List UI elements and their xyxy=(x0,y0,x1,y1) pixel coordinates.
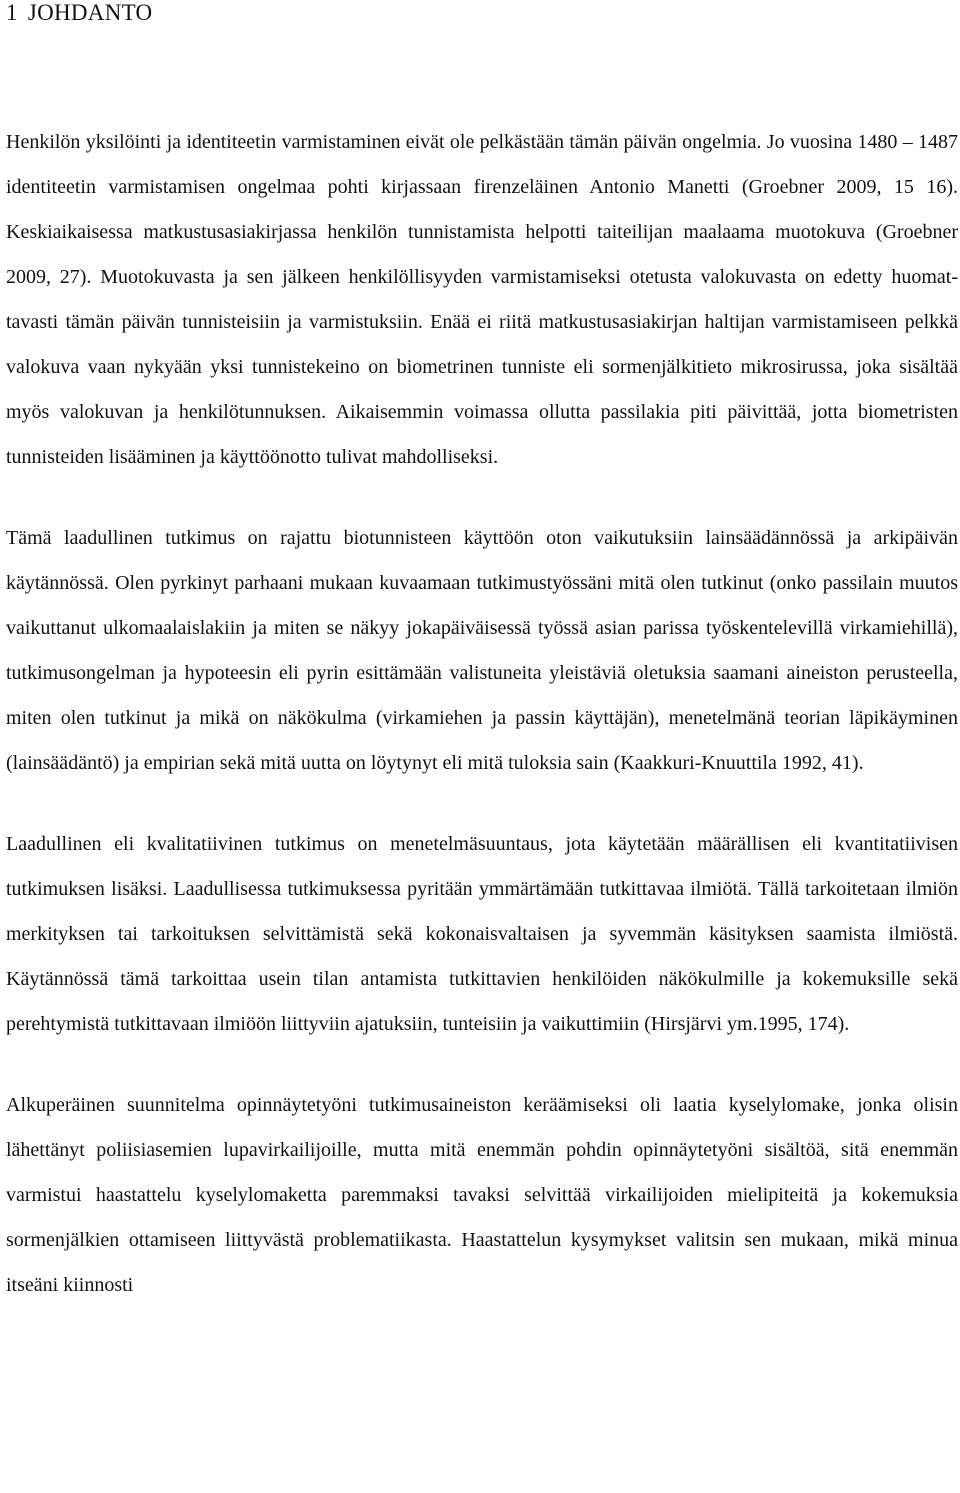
chapter-title: JOHDANTO xyxy=(27,0,153,25)
chapter-heading xyxy=(6,0,958,26)
paragraph-1: Henkilön yksilöinti ja identiteetin varmistaminen eivät ole pelkästään tämän päivän ongelmia. Jo vuosina 1480 – 1487 identiteetin varmistamisen ongelmaa pohti kirjassaan firenzeläinen Antonio Manetti (Groebner 2009, 15 16). Keskiaikaisessa matkustusasiakirjassa henkilön tunnistamista helpotti taiteilijan maalaama muotokuva (Groebner 2009, 27). Muotokuvasta ja sen jälkeen henkilöllisyyden varmistamiseksi otetusta valokuvasta on edetty huomattavasti tämän päivän tunnisteisiin ja varmistuksiin. Enää ei riitä matkustusasiakirjan haltijan varmistamiseen pelkkä valokuva vaan nykyään yksi tunnistekeino on biometrinen tunniste eli sormenjälkitieto mikrosirussa, joka sisältää myös valokuvan ja henkilötunnuksen. Aikaisemmin voimassa ollutta passilakia piti päivittää, jotta biometristen tunnisteiden lisääminen ja käyttöönotto tulivat mahdolliseksi. xyxy=(6,131,958,468)
paragraph-4: Alkuperäinen suunnitelma opinnäytetyöni tutkimusaineiston keräämiseksi oli laatia kyselylomake, jonka olisin lähettänyt poliisiasemien lupavirkailijoille, mutta mitä enemmän pohdin opinnäytetyöni sisältöä, sitä enemmän varmistui haastattelu kyselylomaketta paremmaksi tavaksi selvittää virkailijoiden mielipiteitä ja kokemuksia sormenjälkien ottamiseen liittyvästä problematiikasta. Haastattelun kysymykset valitsin sen mukaan, mikä minua itseäni kiinnosti xyxy=(6,1094,958,1296)
paragraph-3: Laadullinen eli kvalitatiivinen tutkimus on menetelmäsuuntaus, jota käytetään määrällisen eli kvantitatiivisen tutkimuksen lisäksi. Laadullisessa tutkimuksessa pyritään ymmärtämään tutkittavaa ilmiötä. Tällä tarkoitetaan ilmiön merkityksen tai tarkoituksen selvittämistä sekä kokonaisvaltaisen ja syvemmän käsityksen saamista ilmiöstä. Käytännössä tämä tarkoittaa usein tilan antamista tutkittavien henkilöiden näkökulmille ja kokemuksille sekä perehtymistä tutkittavaan ilmiöön liittyviin ajatuksiin, tunteisiin ja vaikuttimiin (Hirsjärvi ym.1995, 174). xyxy=(6,833,958,1035)
paragraph-2: Tämä laadullinen tutkimus on rajattu biotunnisteen käyttöön oton vaikutuksiin lainsäädännössä ja arkipäivän käytännössä. Olen pyrkinyt parhaani mukaan kuvaamaan tutkimustyössäni mitä olen tutkinut (onko passilain muutos vaikuttanut ulkomaalaislakiin ja miten se näkyy jokapäiväisessä työssä asian parissa työskentelevillä virkamiehillä), tutkimusongelman ja hypoteesin eli pyrin esittämään valistuneita yleistäviä oletuksia saamani aineiston perusteella, miten olen tutkinut ja mikä on näkökulma (virkamiehen ja passin käyttäjän), menetelmänä teorian läpikäyminen (lainsäädäntö) ja empirian sekä mitä uutta on löytynyt eli mitä tuloksia sain (Kaakkuri-Knuuttila 1992, 41). xyxy=(6,527,958,774)
chapter-number: 1 xyxy=(6,0,18,25)
document-page xyxy=(6,0,958,1308)
